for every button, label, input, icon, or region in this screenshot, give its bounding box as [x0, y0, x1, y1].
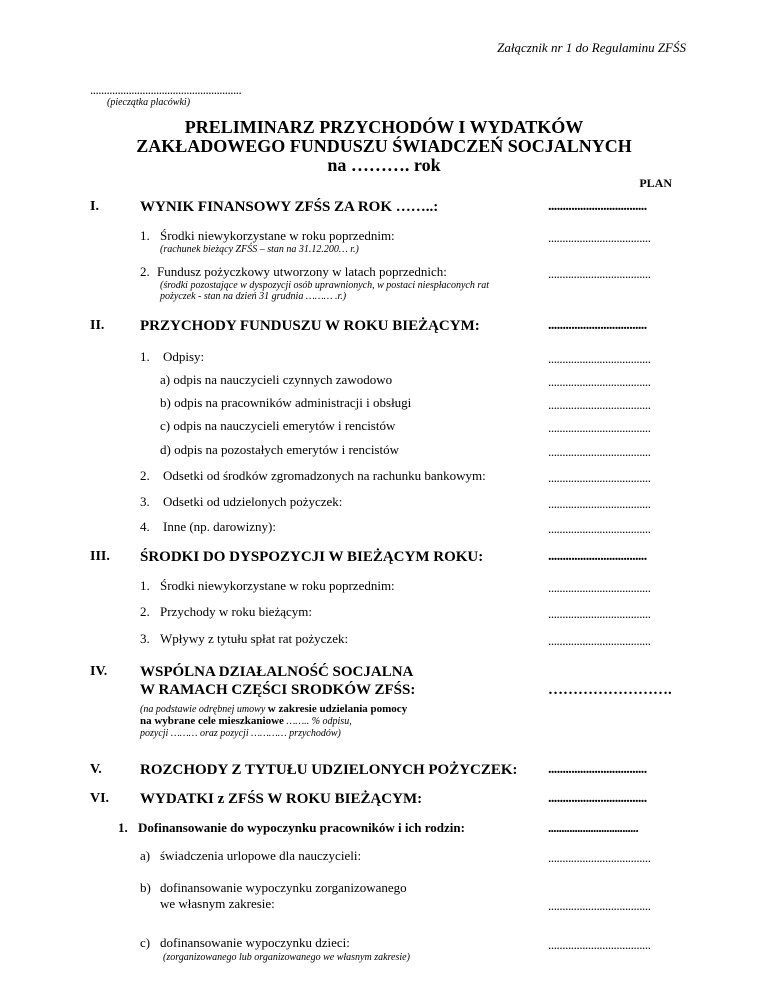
section-4-note-1 — [140, 704, 407, 715]
s2-item-1-number: 1. — [140, 349, 150, 364]
title-line-1: PRELIMINARZ PRZYCHODÓW I WYDATKÓW — [184, 117, 584, 137]
document-title — [0, 118, 768, 175]
s2-item-3-number: 3. — [140, 494, 150, 509]
s3-item-3-label: Wpływy z tytułu spłat rat pożyczek: — [160, 631, 349, 646]
title-line-3: na ………. rok — [327, 155, 441, 175]
s2-item-a-label: a) odpis na nauczycieli czynnych zawodowo — [160, 372, 393, 387]
s6-item-a-value: .................................... — [548, 850, 651, 865]
section-6-value: .................................. — [548, 791, 647, 806]
section-5-number: V. — [90, 762, 102, 777]
plan-column-header: PLAN — [639, 176, 672, 190]
s3-item-2-value: .................................... — [548, 606, 651, 621]
s6-item-b-value: .................................... — [548, 898, 651, 913]
s6-item-a-number: a) — [140, 848, 151, 863]
s6-item-c-label: dofinansowanie wypoczynku dzieci: — [160, 935, 350, 950]
s3-item-1-label: Środki niewykorzystane w roku poprzednim: — [160, 578, 395, 593]
section-3-number: III. — [90, 549, 110, 564]
section-4-note-1a: (na podstawie odrębnej umowy — [140, 704, 268, 715]
stamp-line: ....................................................... — [90, 82, 242, 97]
s2-item-b-value: .................................... — [548, 397, 651, 412]
s2-item-3-value: .................................... — [548, 496, 651, 511]
s6-sub-title: Dofinansowanie do wypoczynku pracowników i ich rodzin: — [138, 820, 465, 835]
s2-item-4-number: 4. — [140, 519, 150, 534]
s6-item-c-note: (zorganizowanego lub organizowanego we własnym zakresie) — [163, 952, 410, 963]
section-5-title: ROZCHODY Z TYTUŁU UDZIELONYCH POŻYCZEK: — [140, 762, 518, 778]
annex-label: Załącznik nr 1 do Regulaminu ZFŚS — [497, 40, 686, 55]
s1-item-2-value: .................................... — [548, 266, 651, 281]
s1-item-1-number: 1. — [140, 228, 150, 243]
s2-item-1-label: Odpisy: — [163, 349, 205, 364]
s6-item-c-number: c) — [140, 935, 151, 950]
s2-item-3-label: Odsetki od udzielonych pożyczek: — [163, 494, 343, 509]
s1-item-2-note-1: (środki pozostające w dyspozycji osób uprawnionych, w postaci niespłaconych rat — [160, 280, 490, 291]
section-2-value: .................................. — [548, 318, 647, 333]
s6-sub-number: 1. — [118, 820, 128, 835]
s3-item-2-label: Przychody w roku bieżącym: — [160, 604, 312, 619]
section-1-number: I. — [90, 199, 99, 214]
s2-item-c-label: c) odpis na nauczycieli emerytów i rencistów — [160, 418, 396, 433]
s2-item-d-label: d) odpis na pozostałych emerytów i rencistów — [160, 442, 399, 457]
s2-item-1-value: .................................... — [548, 351, 651, 366]
section-4-note-2 — [140, 716, 352, 727]
section-3-value: .................................. — [548, 549, 647, 564]
section-4-note-3: pozycji ……… oraz pozycji ………… przychodów) — [140, 728, 341, 739]
s2-item-4-value: .................................... — [548, 521, 651, 536]
s1-item-1-value: .................................... — [548, 230, 651, 245]
section-5-value: .................................. — [548, 762, 647, 777]
s1-item-2-note-2: pożyczek - stan na dzień 31 grudnia ……… .r.) — [160, 291, 347, 302]
s2-item-4-label: Inne (np. darowizny): — [163, 519, 276, 534]
section-4-note-2a: na wybrane cele mieszkaniowe — [140, 715, 284, 727]
s1-item-2-label: Fundusz pożyczkowy utworzony w latach poprzednich: — [157, 264, 447, 279]
s3-item-3-value: .................................... — [548, 633, 651, 648]
section-4-note-1b: w zakresie udzielania pomocy — [267, 703, 408, 715]
s1-item-2-number: 2. — [140, 264, 150, 279]
section-2-title: PRZYCHODY FUNDUSZU W ROKU BIEŻĄCYM: — [140, 318, 480, 334]
section-4-title-line-2: W RAMACH CZĘŚCI SRODKÓW ZFŚS: — [140, 682, 416, 698]
s3-item-1-value: .................................... — [548, 580, 651, 595]
s2-item-2-label: Odsetki od środków zgromadzonych na rachunku bankowym: — [163, 468, 486, 483]
title-line-2: ZAKŁADOWEGO FUNDUSZU ŚWIADCZEŃ SOCJALNYCH — [136, 136, 632, 156]
section-4-number: IV. — [90, 664, 108, 679]
section-6-title: WYDATKI z ZFŚS W ROKU BIEŻĄCYM: — [140, 791, 423, 807]
s2-item-d-value: .................................... — [548, 444, 651, 459]
s6-item-c-value: .................................... — [548, 937, 651, 952]
s2-item-2-number: 2. — [140, 468, 150, 483]
s3-item-3-number: 3. — [140, 631, 150, 646]
section-1-title: WYNIK FINANSOWY ZFŚS ZA ROK ……..: — [140, 199, 439, 215]
s6-item-a-label: świadczenia urlopowe dla nauczycieli: — [160, 848, 362, 863]
s6-sub-value: .................................. — [548, 820, 639, 835]
s1-item-1-label: Środki niewykorzystane w roku poprzednim: — [160, 228, 395, 243]
s2-item-b-label: b) odpis na pracowników administracji i obsługi — [160, 395, 412, 410]
s6-item-b-label-1: dofinansowanie wypoczynku zorganizowanego — [160, 880, 407, 895]
section-4-title-line-1: WSPÓLNA DZIAŁALNOŚĆ SOCJALNA — [140, 664, 414, 680]
section-6-number: VI. — [90, 791, 110, 806]
section-2-number: II. — [90, 318, 105, 333]
s3-item-2-number: 2. — [140, 604, 150, 619]
s3-item-1-number: 1. — [140, 578, 150, 593]
section-1-value: .................................. — [548, 199, 647, 214]
s1-item-1-note: (rachunek bieżący ZFŚS – stan na 31.12.200… r.) — [160, 244, 359, 255]
s2-item-a-value: .................................... — [548, 374, 651, 389]
s6-item-b-number: b) — [140, 880, 151, 895]
section-4-note-2b: …….. % odpisu, — [283, 716, 352, 727]
section-4-value: ……………………. — [548, 682, 672, 698]
s6-item-b-label-2: we własnym zakresie: — [160, 896, 275, 911]
s2-item-c-value: .................................... — [548, 420, 651, 435]
section-3-title: ŚRODKI DO DYSPOZYCJI W BIEŻĄCYM ROKU: — [140, 549, 484, 565]
stamp-label: (pieczątka placówki) — [107, 97, 191, 108]
s2-item-2-value: .................................... — [548, 470, 651, 485]
